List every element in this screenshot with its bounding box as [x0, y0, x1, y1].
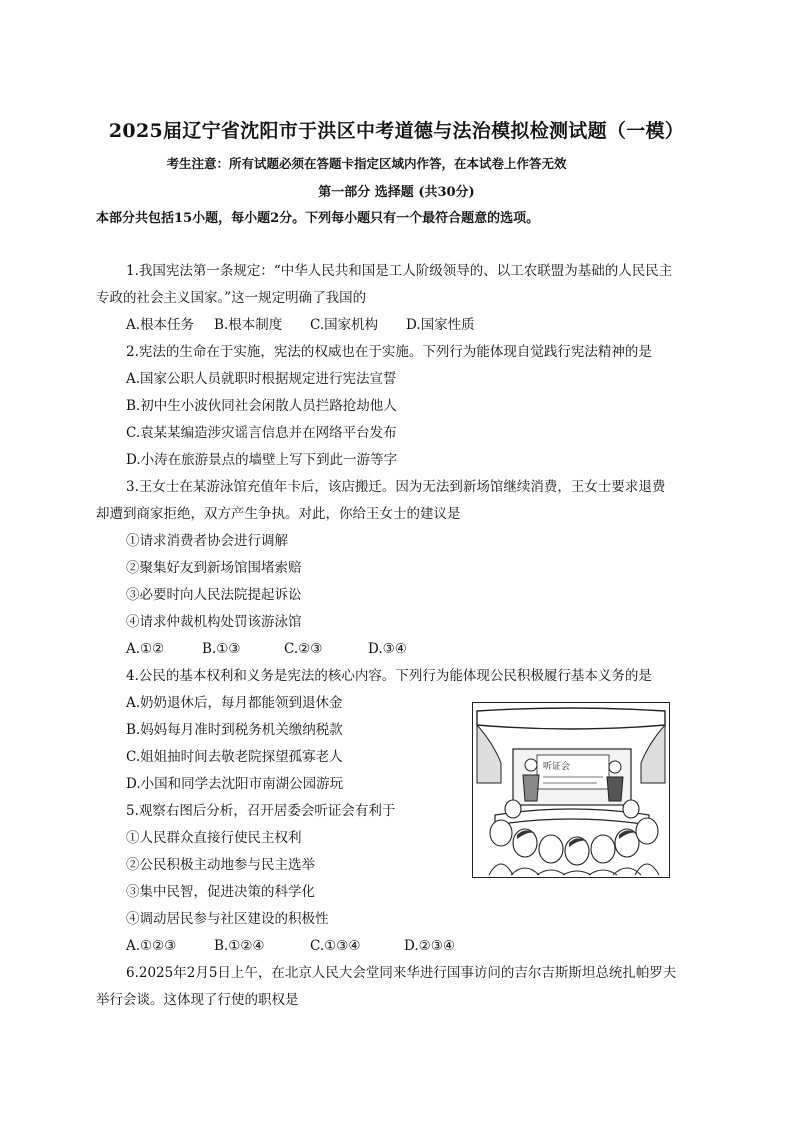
q5-option-a[interactable]: A.①②③	[126, 938, 177, 954]
q3-item-4: ④请求仲裁机构处罚该游泳馆	[126, 614, 302, 630]
exam-title: 2025届辽宁省沈阳市于洪区中考道德与法治模拟检测试题（一模）	[108, 120, 685, 142]
q1-option-a[interactable]: A.根本任务	[126, 317, 195, 333]
section-instruction: 本部分共包括15小题，每小题2分。下列每小题只有一个最符合题意的选项。	[96, 211, 540, 226]
q3-options	[126, 640, 407, 658]
q4-stem-line-1: 4.公民的基本权利和义务是宪法的核心内容。下列行为能体现公民积极履行基本义务的是	[126, 668, 652, 684]
q2-option-b[interactable]: B.初中生小波伙同社会闲散人员拦路抢劫他人	[126, 398, 397, 414]
q3-stem-line-2: 却遭到商家拒绝，双方产生争执。对此，你给王女士的建议是	[96, 506, 461, 522]
exam-notice: 考生注意：所有试题必须在答题卡指定区域内作答，在本试卷上作答无效	[166, 156, 567, 171]
q2-option-c[interactable]: C.袁某某编造涉灾谣言信息并在网络平台发布	[126, 425, 397, 441]
q5-options	[126, 937, 455, 955]
q3-option-c[interactable]: C.②③	[284, 641, 323, 657]
q5-option-c[interactable]: C.①③④	[310, 938, 361, 954]
q2-stem-line-1: 2.宪法的生命在于实施，宪法的权威也在于实施。下列行为能体现自觉践行宪法精神的是	[126, 344, 652, 360]
q5-option-d[interactable]: D.②③④	[404, 938, 455, 954]
q2-option-a[interactable]: A.国家公职人员就职时根据规定进行宪法宣誓	[126, 371, 397, 387]
q5-option-b[interactable]: B.①②④	[214, 938, 265, 954]
q1-option-b[interactable]: B.根本制度	[214, 317, 283, 333]
q3-stem-line-1: 3.王女士在某游泳馆充值年卡后，该店搬迁。因为无法到新场馆继续消费，王女士要求退费	[126, 479, 666, 495]
q4-option-a[interactable]: A.奶奶退休后，每月都能领到退休金	[126, 695, 343, 711]
q3-item-2: ②聚集好友到新场馆围堵索赔	[126, 560, 302, 576]
q4-option-d[interactable]: D.小国和同学去沈阳市南湖公园游玩	[126, 776, 344, 792]
q3-item-1: ①请求消费者协会进行调解	[126, 533, 288, 549]
banner-text: 听证会	[543, 762, 571, 772]
q5-item-4: ④调动居民参与社区建设的积极性	[126, 911, 329, 927]
part-heading: 第一部分 选择题 (共30分)	[318, 185, 475, 200]
q1-stem-line-2: 专政的社会主义国家。”这一规定明确了我国的	[96, 290, 367, 306]
q1-option-c[interactable]: C.国家机构	[310, 317, 379, 333]
q1-option-d[interactable]: D.国家性质	[406, 317, 475, 333]
q3-item-3: ③必要时向人民法院提起诉讼	[126, 587, 302, 603]
q1-options	[126, 316, 475, 334]
hearing-illustration	[472, 702, 670, 878]
q3-option-d[interactable]: D.③④	[368, 641, 407, 657]
q4-option-b[interactable]: B.妈妈每月准时到税务机关缴纳税款	[126, 722, 343, 738]
q6-stem-line-1: 6.2025年2月5日上午，在北京人民大会堂同来华进行国事访问的吉尔吉斯斯坦总统扎帕罗夫	[126, 965, 677, 981]
q3-option-b[interactable]: B.①③	[202, 641, 241, 657]
hearing-drawing	[473, 703, 669, 877]
q3-option-a[interactable]: A.①②	[126, 641, 165, 657]
q5-stem-line-1: 5.观察右图后分析，召开居委会听证会有利于	[126, 803, 396, 819]
q5-item-3: ③集中民智，促进决策的科学化	[126, 884, 315, 900]
q5-item-2: ②公民积极主动地参与民主选举	[126, 857, 315, 873]
q2-option-d[interactable]: D.小涛在旅游景点的墙壁上写下到此一游等字	[126, 452, 398, 468]
q6-stem-line-2: 举行会谈。这体现了行使的职权是	[96, 992, 299, 1008]
q1-stem-line-1: 1.我国宪法第一条规定：“中华人民共和国是工人阶级领导的、以工农联盟为基础的人民民主	[126, 263, 673, 279]
q5-item-1: ①人民群众直接行使民主权利	[126, 830, 302, 846]
q4-option-c[interactable]: C.姐姐抽时间去敬老院探望孤寡老人	[126, 749, 343, 765]
